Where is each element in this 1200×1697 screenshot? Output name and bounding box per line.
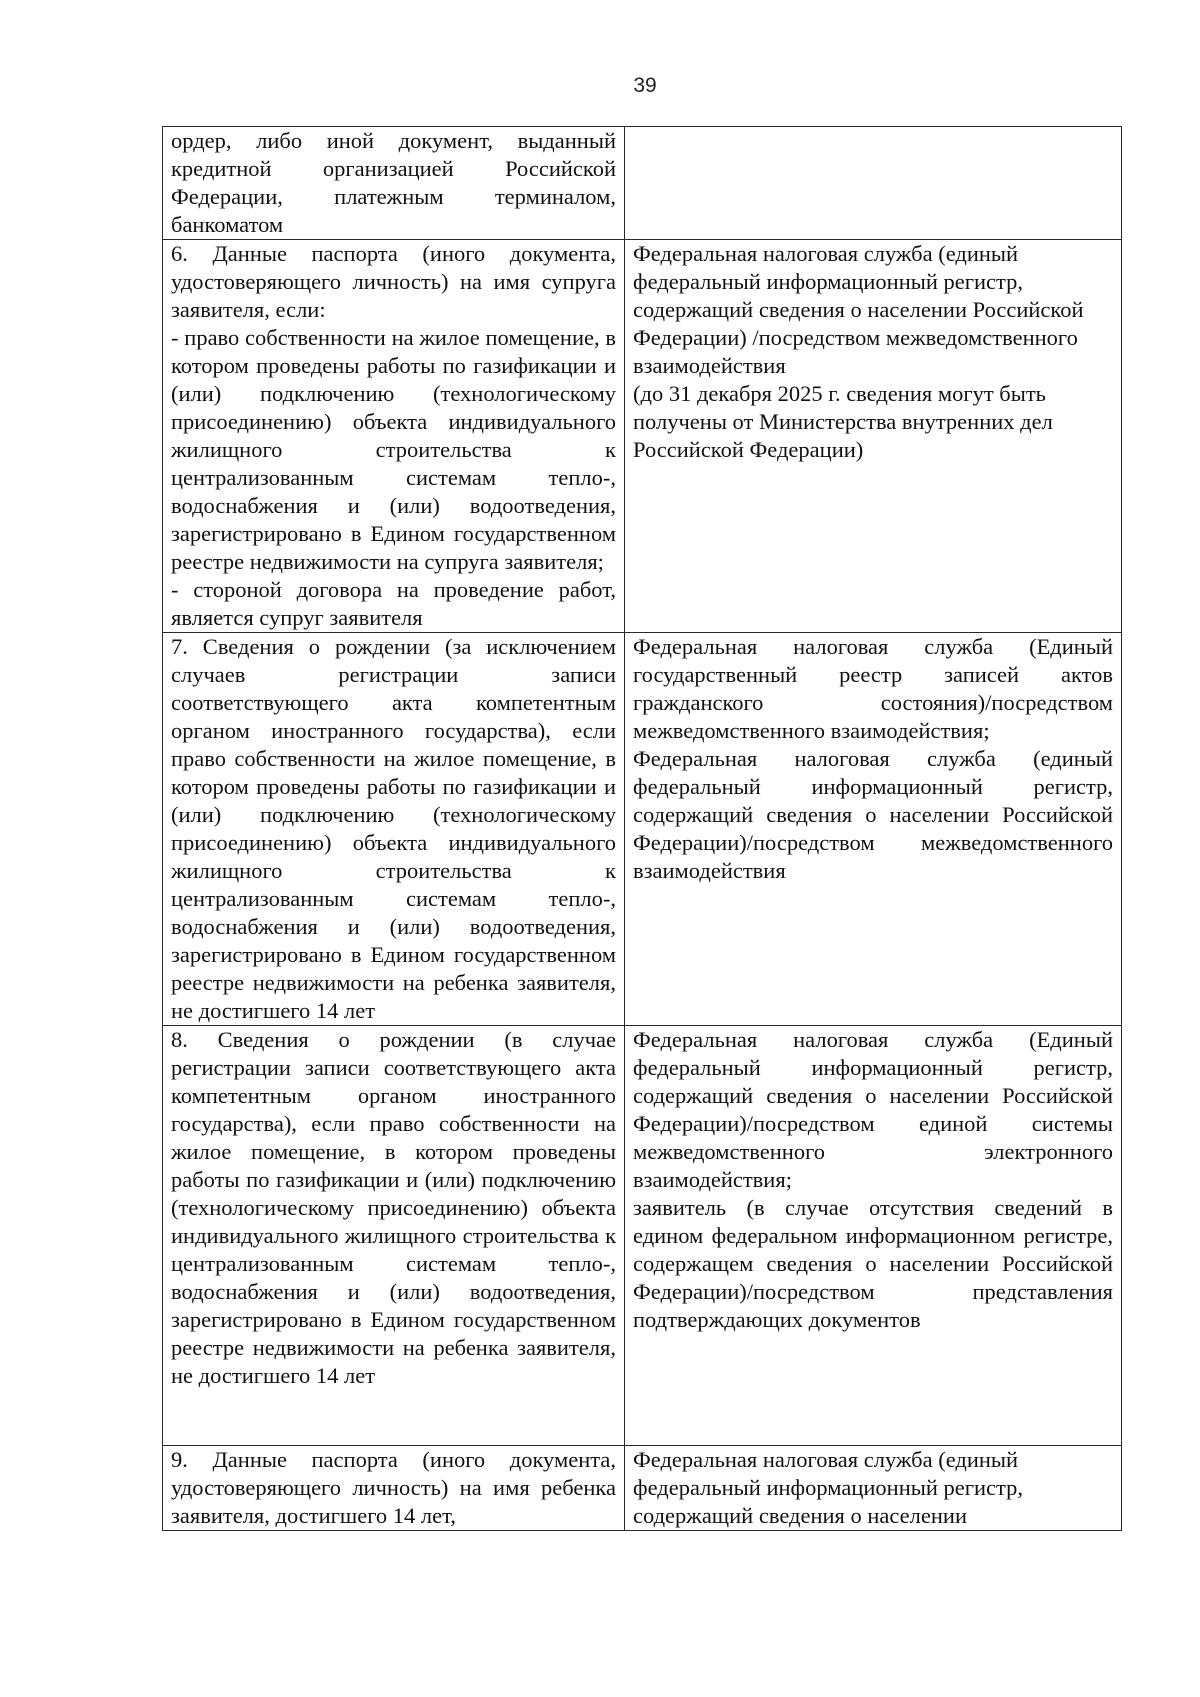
table-row [163,1026,1122,1446]
table-row [163,633,1122,1026]
table-cell-source [625,240,1122,633]
cell-paragraph: 7. Сведения о рождении (за исключением случаев регистрации записи соответствующего акта компетентным органом иностранного государства), если право собственности на жилое помещение, в котором проведены работы по газификации и (или) подключению (технологическому присоединению) объекта индивидуального жилищного строительства к централизованным системам тепло-, водоснабжения и (или) водоотведения, зарегистрировано в Едином государственном реестре недвижимости на ребенка заявителя, не достигшего 14 лет [171,634,616,1023]
table-cell-document [163,633,625,1026]
table-row [163,127,1122,240]
cell-paragraph: 8. Сведения о рождении (в случае регистрации записи соответствующего акта компетентным органом иностранного государства), если право собственности на жилое помещение, в котором проведены работы по газификации и (или) подключению (технологическому присоединению) объекта индивидуального жилищного строительства к централизованным системам тепло-, водоснабжения и (или) водоотведения, зарегистрировано в Едином государственном реестре недвижимости на ребенка заявителя, не достигшего 14 лет [171,1027,616,1388]
table-cell-source [625,127,1122,240]
table-cell-document [163,1026,625,1446]
cell-paragraph: Федеральная налоговая служба (единый федеральный информационный регистр, содержащий сведения о населении [633,1447,1024,1528]
cell-paragraph: Федеральная налоговая служба (Единый федеральный информационный регистр, содержащий сведения о населении Российской Федерации)/посредством единой системы межведомственного электронного взаимодействия; [633,1027,1113,1192]
table-cell-source [625,1026,1122,1446]
table-cell-document [163,1446,625,1531]
page-number: 39 [633,74,657,97]
cell-paragraph: ордер, либо иной документ, выданный кредитной организацией Российской Федерации, платежным терминалом, банкоматом [171,128,616,237]
table-cell-document [163,127,625,240]
cell-paragraph: заявитель (в случае отсутствия сведений в едином федеральном информационном регистре, содержащем сведения о населении Российской Федерации)/посредством представления подтверждающих документов [633,1195,1113,1332]
table-cell-document [163,240,625,633]
documents-table [162,126,1122,1531]
table-row [163,240,1122,633]
cell-paragraph: Федеральная налоговая служба (Единый государственный реестр записей актов гражданского состояния)/посредством межведомственного взаимодействия; [633,634,1113,743]
table-cell-source [625,633,1122,1026]
cell-paragraph: 6. Данные паспорта (иного документа, удостоверяющего личность) на имя супруга заявителя, если: [171,241,616,322]
cell-paragraph: - право собственности на жилое помещение, в котором проведены работы по газификации и (или) подключению (технологическому присоединению) объекта индивидуального жилищного строительства к централизованным системам тепло-, водоснабжения и (или) водоотведения, зарегистрировано в Едином государственном реестре недвижимости на супруга заявителя; [171,325,616,574]
cell-paragraph: 9. Данные паспорта (иного документа, удостоверяющего личность) на имя ребенка заявителя, достигшего 14 лет, [171,1447,616,1528]
cell-paragraph: Федеральная налоговая служба (единый федеральный информационный регистр, содержащий сведения о населении Российской Федерации)/посредством межведомственного взаимодействия [633,746,1113,883]
table-cell-source [625,1446,1122,1531]
table-row [163,1446,1122,1531]
cell-paragraph: - стороной договора на проведение работ, является супруг заявителя [171,577,616,630]
cell-paragraph: Федеральная налоговая служба (единый федеральный информационный регистр, содержащий сведения о населении Российской Федерации) /посредством межведомственного взаимодействия [633,241,1084,378]
cell-paragraph: (до 31 декабря 2025 г. сведения могут быть получены от Министерства внутренних дел Российской Федерации) [633,381,1053,462]
